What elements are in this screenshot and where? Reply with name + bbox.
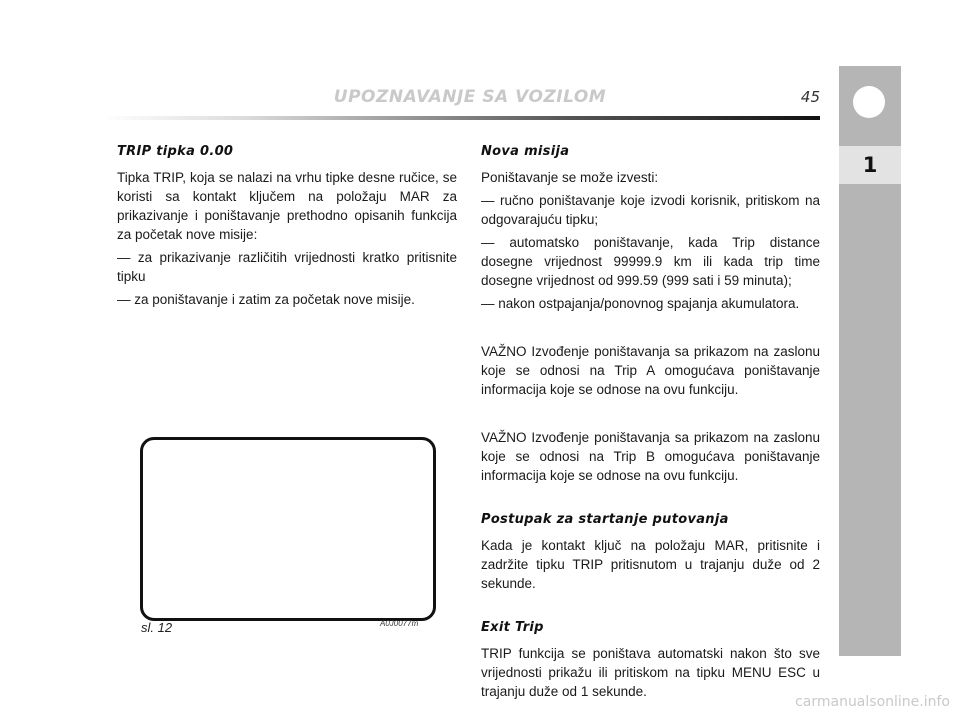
note-trip-b: VAŽNO Izvođenje poništavanja sa prikazom na zaslonu koje se odnosi na Trip B omogućava poništavanje informacija koje se odnose na ovu funkciju. [481,430,820,483]
header-rule [100,116,820,120]
figure-caption: sl. 12 [141,620,173,635]
trip-paragraph: Tipka TRIP, koja se nalazi na vrhu tipke desne ručice, se koristi sa kontakt ključem na položaju MAR za prikazivanje i poništavanje prethodno opisanih funkcija za početak nove misije: [117,170,457,242]
figure-code: A0J0077m [380,619,419,628]
page-number: 45 [800,88,820,106]
nova-misija-intro: Poništavanje se može izvesti: [481,170,659,185]
nova-misija-bullet-2: — automatsko poništavanje, kada Trip distance dosegne vrijednost 99999.9 km ili kada trip time dosegne vrijednost od 999.59 (999 sati i 59 minuta); [481,235,820,288]
exit-trip-heading: Exit Trip [481,620,544,635]
side-circle-icon [853,86,885,118]
header-title: UPOZNAVANJE SA VOZILOM [333,87,607,107]
spacer [481,317,820,342]
chapter-number: 1 [839,146,901,184]
spacer [481,489,820,510]
nova-misija-heading: Nova misija [481,144,570,159]
left-column [117,142,457,313]
exit-trip-text: TRIP funkcija se poništava automatski nakon što sve vrijednosti prikažu ili pritiskom na tipku MENU ESC u trajanju duže od 1 sekunde. [481,646,820,699]
spacer [481,403,820,428]
trip-bullet-1: — za prikazivanje različitih vrijednosti kratko pritisnite tipku [117,250,457,284]
figure-box [140,437,436,621]
postupak-heading: Postupak za startanje putovanja [481,512,729,527]
right-column [481,142,820,705]
spacer [481,597,820,618]
trip-heading: TRIP tipka 0.00 [117,144,234,159]
note-trip-a: VAŽNO Izvođenje poništavanja sa prikazom na zaslonu koje se odnosi na Trip A omogućava poništavanje informacija koje se odnose na ovu funkciju. [481,344,820,397]
watermark: carmanualsonline.info [795,694,950,710]
nova-misija-bullet-1: — ručno poništavanje koje izvodi korisnik, pritiskom na odgovarajuću tipku; [481,193,820,227]
postupak-text: Kada je kontakt ključ na položaju MAR, pritisnite i zadržite tipku TRIP pritisnutom u trajanju duže od 2 sekunde. [481,538,820,591]
trip-bullet-2: — za poništavanje i zatim za početak nove misije. [117,292,415,307]
nova-misija-bullet-3: — nakon ostpajanja/ponovnog spajanja akumulatora. [481,296,800,311]
